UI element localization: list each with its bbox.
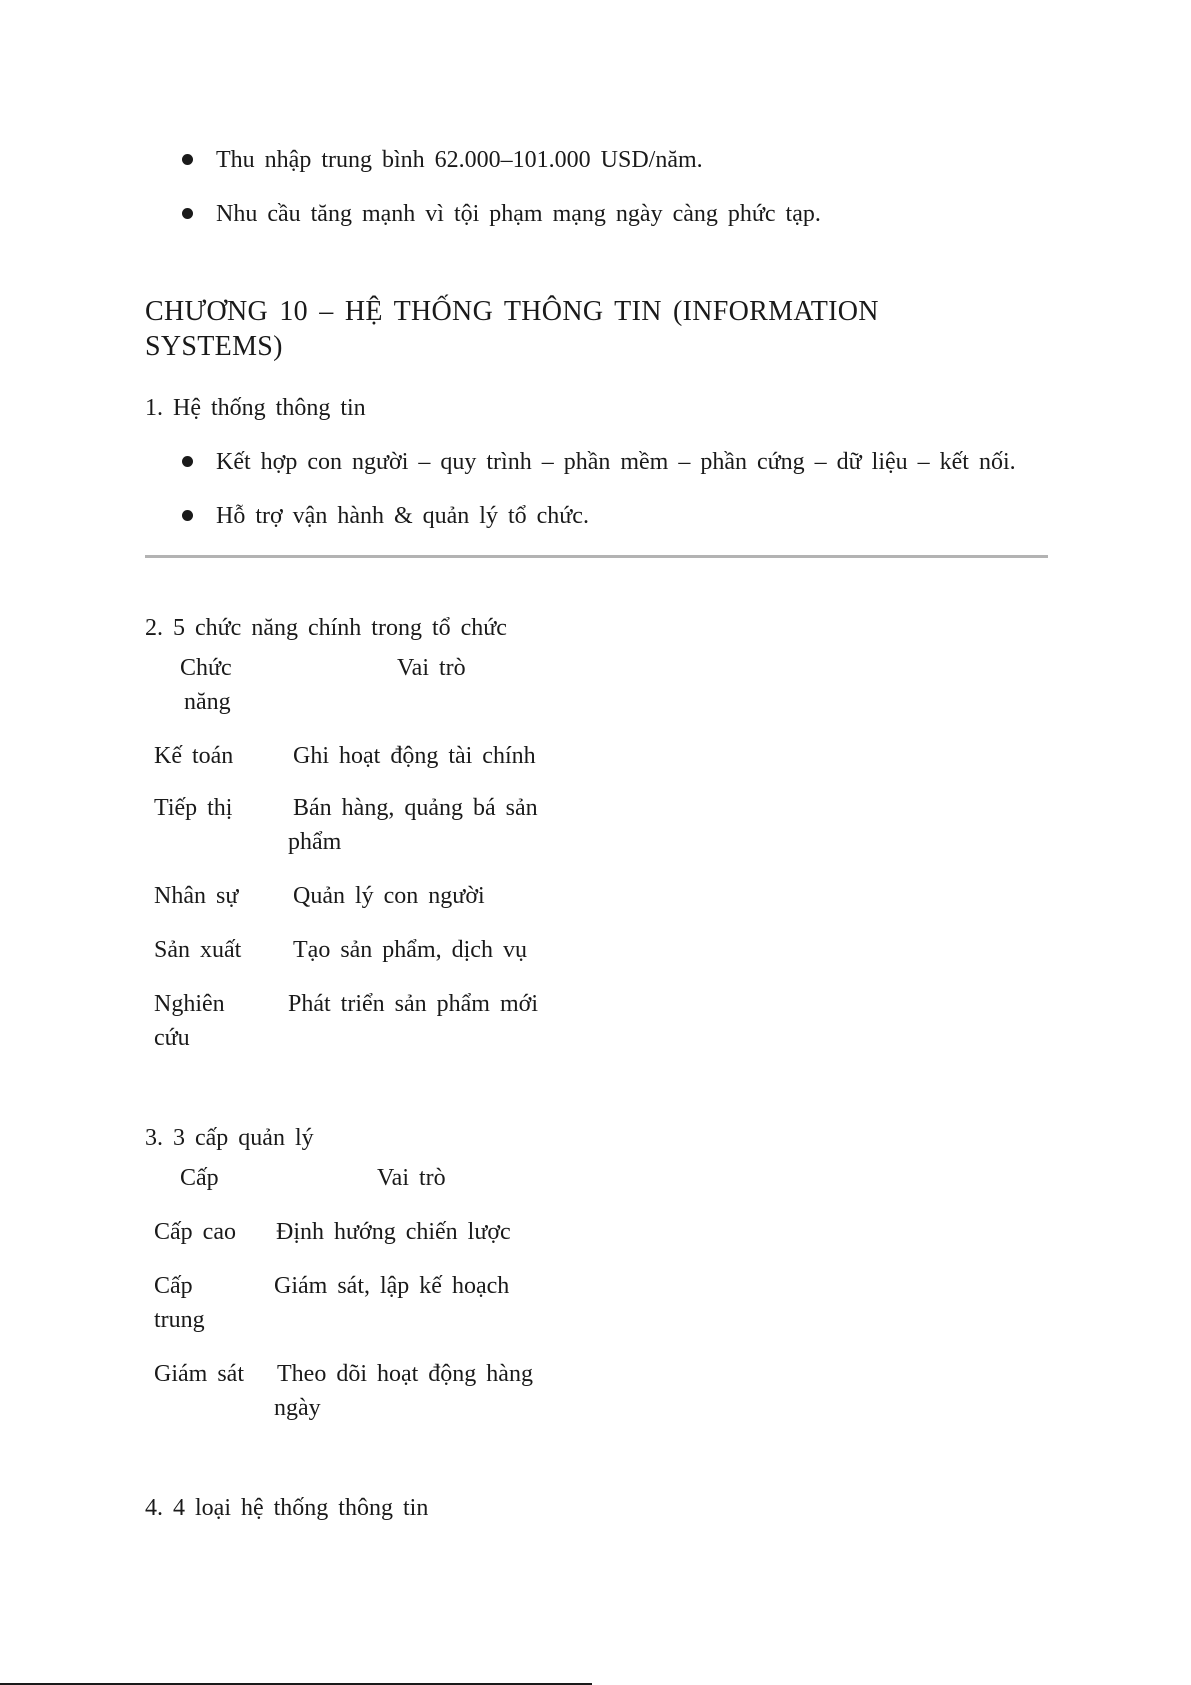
table-cell-function: Tiếp thị xyxy=(154,795,233,821)
table-cell-role: Tạo sản phẩm, dịch vụ xyxy=(293,937,527,963)
table-cell-role: Phát triển sản phẩm mới xyxy=(288,991,538,1017)
bullet-item: Hỗ trợ vận hành & quản lý tổ chức. xyxy=(216,503,589,529)
table-cell-role: Định hướng chiến lược xyxy=(276,1219,511,1245)
table-cell-function: Nghiên xyxy=(154,991,225,1017)
table-cell-function: cứu xyxy=(154,1025,190,1051)
bullet-dot-icon xyxy=(182,154,193,165)
table-cell-level: trung xyxy=(154,1307,205,1333)
table-cell-role: Giám sát, lập kế hoạch xyxy=(274,1273,510,1299)
section-heading: 2. 5 chức năng chính trong tổ chức xyxy=(145,615,507,641)
table-cell-role: ngày xyxy=(274,1395,321,1421)
chapter-title-line1: CHƯƠNG 10 – HỆ THỐNG THÔNG TIN (INFORMATION xyxy=(145,296,879,327)
horizontal-rule xyxy=(145,555,1048,558)
table-cell-role: Bán hàng, quảng bá sản xyxy=(293,795,538,821)
bullet-dot-icon xyxy=(182,510,193,521)
table-cell-function: Sản xuất xyxy=(154,937,242,963)
table-cell-function: Kế toán xyxy=(154,743,234,769)
chapter-title-line2: SYSTEMS) xyxy=(145,331,283,362)
table-header-function: năng xyxy=(184,689,231,715)
table-cell-role: Theo dõi hoạt động hàng xyxy=(277,1361,533,1387)
section-heading: 3. 3 cấp quản lý xyxy=(145,1125,314,1151)
table-cell-level: Cấp xyxy=(154,1273,193,1299)
bullet-item: Thu nhập trung bình 62.000–101.000 USD/năm. xyxy=(216,147,703,173)
bullet-dot-icon xyxy=(182,456,193,467)
bullet-dot-icon xyxy=(182,208,193,219)
section-heading: 1. Hệ thống thông tin xyxy=(145,395,366,421)
bullet-item: Nhu cầu tăng mạnh vì tội phạm mạng ngày càng phức tạp. xyxy=(216,201,821,227)
table-cell-role: Ghi hoạt động tài chính xyxy=(293,743,536,769)
table-cell-role: Quản lý con người xyxy=(293,883,485,909)
table-cell-role: phẩm xyxy=(288,829,342,855)
table-cell-level: Cấp cao xyxy=(154,1219,236,1245)
table-cell-function: Nhân sự xyxy=(154,883,239,909)
table-header-role: Vai trò xyxy=(377,1165,446,1191)
section-heading: 4. 4 loại hệ thống thông tin xyxy=(145,1495,429,1521)
table-cell-level: Giám sát xyxy=(154,1361,244,1387)
table-header-level: Cấp xyxy=(180,1165,219,1191)
table-header-role: Vai trò xyxy=(397,655,466,681)
bullet-item: Kết hợp con người – quy trình – phần mềm – phần cứng – dữ liệu – kết nối. xyxy=(216,449,1016,475)
table-header-function: Chức xyxy=(180,655,232,681)
